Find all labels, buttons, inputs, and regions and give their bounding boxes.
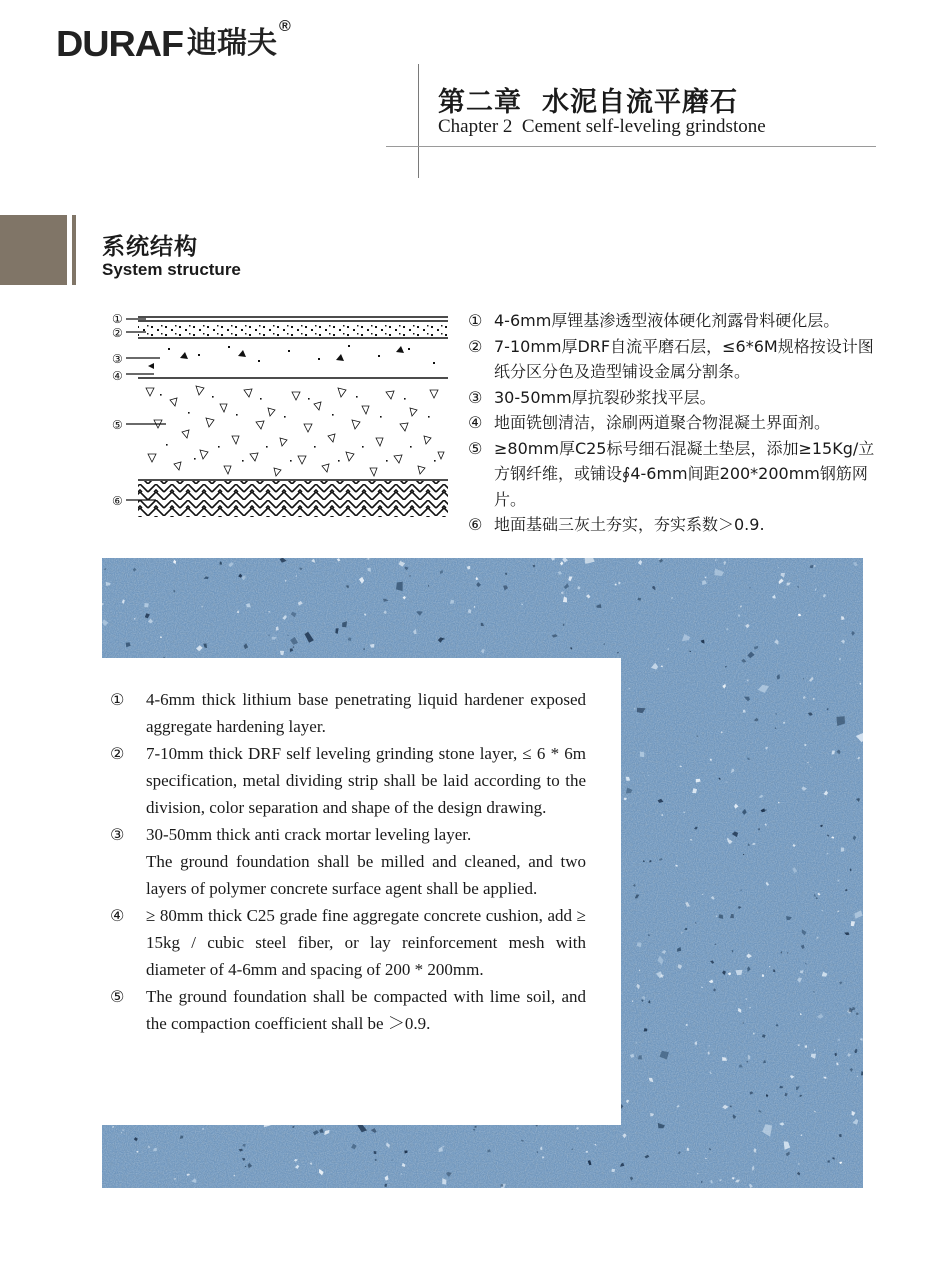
list-item (468, 436, 878, 513)
list-item (110, 902, 586, 983)
list-item (468, 334, 878, 385)
item-text: ≥80mm厚C25标号细石混凝土垫层，添加≥15Kg/立方钢纤维，或铺设∮4-6mm间距200*200mm钢筋网片。 (494, 438, 875, 509)
registered-mark: ® (278, 18, 291, 35)
item-line: 4-6mm thick lithium base penetrating liquid hardener exposed aggregate hardening layer. (146, 690, 586, 736)
item-text (146, 740, 586, 821)
diagram-label: ③ (112, 352, 123, 366)
list-item (110, 983, 586, 1037)
chapter-number: 第二章 (438, 87, 522, 118)
layer-list-cn (468, 308, 878, 538)
section-marker-block (0, 215, 67, 285)
list-item (110, 740, 586, 821)
list-item (468, 410, 878, 436)
item-line: The ground foundation shall be milled and cleaned, and two layers of polymer concrete surface agent shall be applied. (146, 852, 586, 898)
diagram-label: ⑥ (112, 494, 123, 508)
layer-list-en (110, 686, 586, 1037)
item-text: 地面基础三灰土夯实，夯实系数＞0.9. (494, 515, 765, 534)
item-number: ① (110, 690, 125, 709)
item-text (146, 686, 586, 740)
section-title-en: System structure (102, 260, 241, 279)
chapter-name: 水泥自流平磨石 (542, 87, 738, 118)
concrete-dots (160, 394, 436, 462)
list-item (468, 512, 878, 538)
item-number: ③ (468, 387, 483, 407)
item-number: ⑥ (468, 515, 483, 534)
diagram-label: ② (112, 326, 123, 340)
brand-logo (56, 20, 291, 64)
item-text (146, 821, 586, 902)
item-line: The ground foundation shall be compacted with lime soil, and the compaction coefficient shall be ＞0.9. (146, 987, 586, 1033)
header-vertical-divider (418, 64, 419, 178)
item-number: ⑤ (110, 987, 125, 1006)
chapter-title-cn (438, 80, 738, 119)
item-text: 地面铣刨清洁，涂刷两道聚合物混凝土界面剂。 (494, 413, 831, 432)
item-number: ③ (110, 825, 125, 844)
item-number: ④ (110, 906, 125, 925)
mortar-particles (148, 345, 435, 369)
list-item (468, 308, 878, 334)
layer-structure-diagram (108, 308, 453, 520)
item-text: 30-50mm厚抗裂砂浆找平层。 (494, 387, 716, 407)
item-line: ≥ 80mm thick C25 grade fine aggregate concrete cushion, add ≥ 15kg / cubic steel fiber, or lay reinforcement mesh with diameter of 4-6mm and spacing of 200 * 200mm. (146, 906, 586, 979)
item-number: ⑤ (468, 438, 483, 458)
item-line: 7-10mm thick DRF self leveling grinding stone layer, ≤ 6 * 6m specification, metal dividing strip shall be laid according to the division, color separation and shape of the design drawing. (146, 744, 586, 817)
item-text (146, 983, 586, 1037)
aggregate-triangles (146, 386, 444, 476)
brand-name-en: DURAF (56, 23, 184, 64)
item-number: ④ (468, 413, 483, 432)
list-item (468, 385, 878, 411)
item-number: ② (110, 744, 125, 763)
item-text (146, 902, 586, 983)
item-number: ② (468, 336, 483, 356)
diagram-label: ④ (112, 369, 123, 383)
section-title-cn: 系统结构 (102, 234, 198, 260)
list-item (110, 821, 586, 902)
chapter-title-en: Chapter 2 Cement self-leveling grindstone (438, 116, 766, 137)
brand-name-cn: 迪瑞夫 (186, 26, 277, 61)
item-number: ① (468, 311, 483, 330)
diagram-label: ① (112, 312, 123, 326)
item-text: 4-6mm厚锂基渗透型液体硬化剂露骨料硬化层。 (494, 311, 840, 330)
item-text: 7-10mm厚DRF自流平磨石层，≤6*6M规格按设计图纸分区分色及造型铺设金属分割条。 (494, 336, 874, 381)
item-line: 30-50mm thick anti crack mortar leveling layer. (146, 825, 472, 844)
header-horizontal-divider (386, 146, 876, 147)
diagram-label: ⑤ (112, 418, 123, 432)
list-item (110, 686, 586, 740)
section-marker-bar (72, 215, 76, 285)
